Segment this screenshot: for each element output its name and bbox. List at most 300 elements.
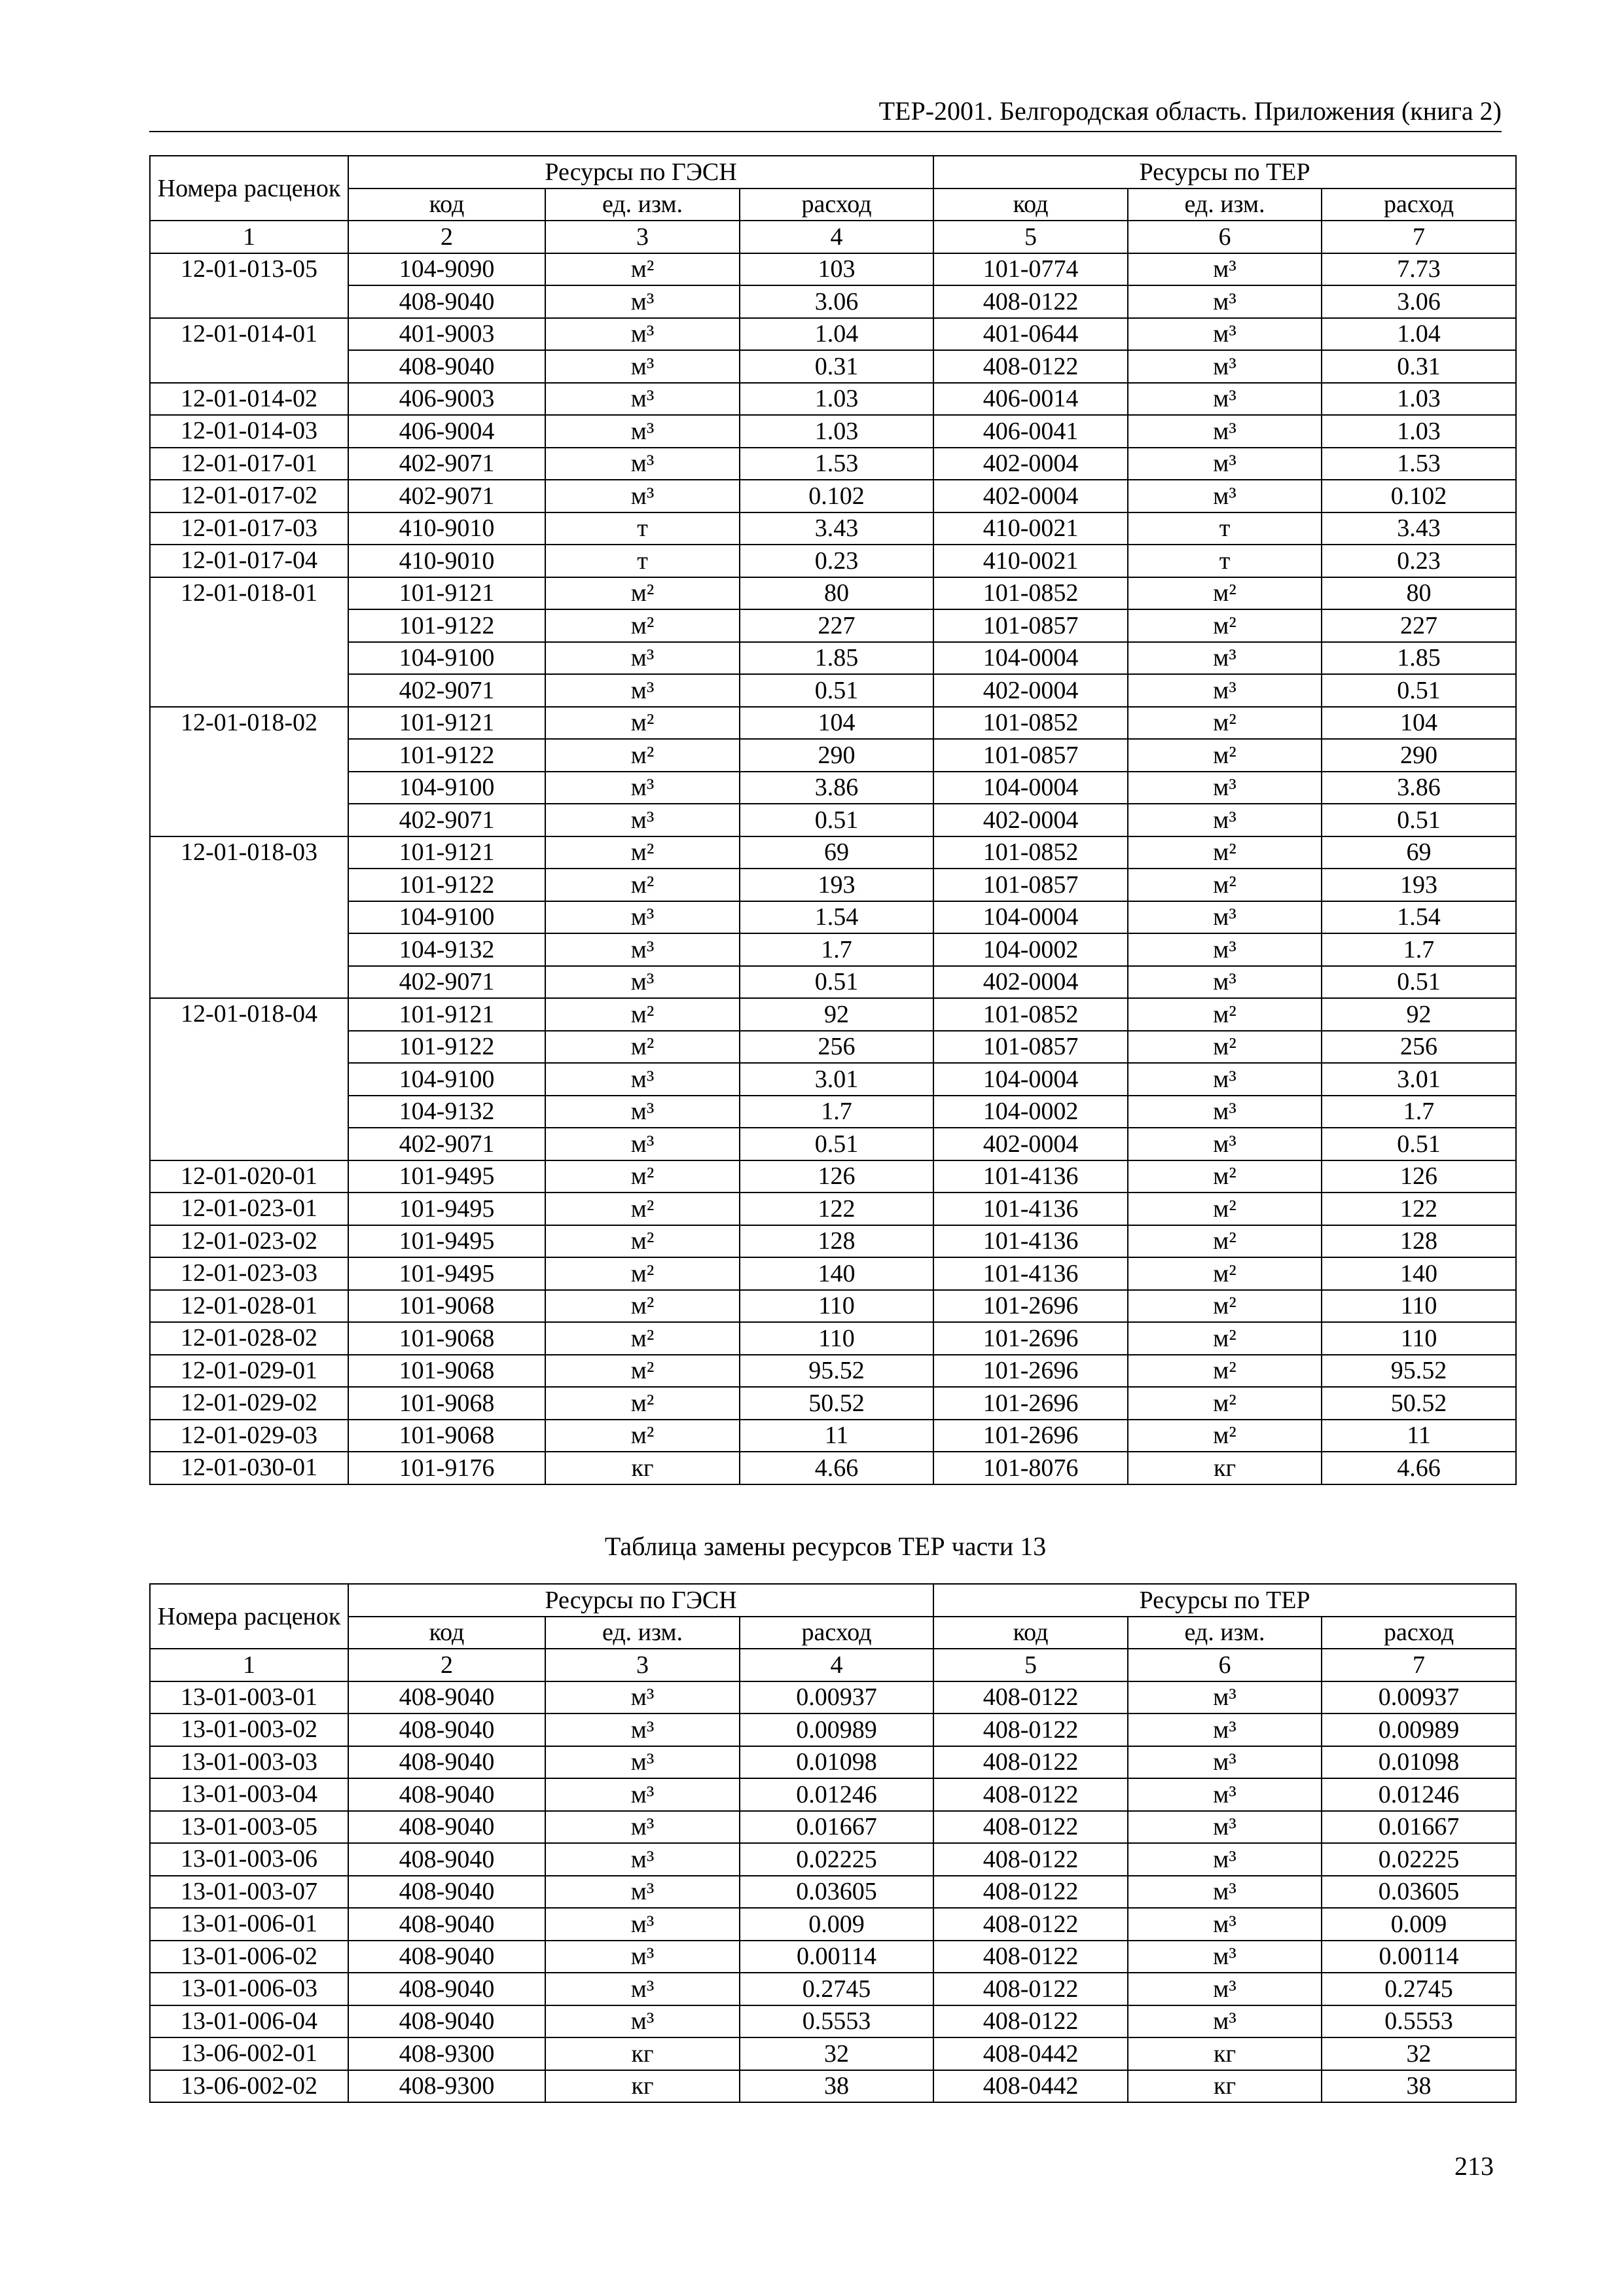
ter-amount-cell: 0.02225 xyxy=(1322,1843,1516,1876)
gesn-amount-cell: 0.51 xyxy=(740,966,933,999)
gesn-unit-cell: м² xyxy=(545,1160,740,1193)
gesn-unit-cell: м³ xyxy=(545,285,740,318)
ter-unit-cell: м³ xyxy=(1128,1941,1322,1973)
ter-code-cell: 410-0021 xyxy=(933,545,1128,577)
gesn-amount-cell: 104 xyxy=(740,707,933,740)
gesn-amount-cell: 0.51 xyxy=(740,1128,933,1160)
ter-unit-cell: м³ xyxy=(1128,674,1322,707)
table-row xyxy=(150,1973,1516,2005)
gesn-code-cell: 408-9300 xyxy=(348,2070,545,2103)
gesn-code-cell: 408-9040 xyxy=(348,1811,545,1844)
gesn-code-cell: 408-9040 xyxy=(348,1681,545,1714)
gesn-amount-cell: 0.01667 xyxy=(740,1811,933,1844)
ter-unit-cell: м³ xyxy=(1128,1063,1322,1096)
ter-code-cell: 104-0004 xyxy=(933,901,1128,934)
ter-code-cell: 101-0852 xyxy=(933,577,1128,610)
gesn-unit-cell: кг xyxy=(545,2070,740,2103)
rate-number-cell: 12-01-029-01 xyxy=(150,1355,348,1388)
ter-unit-cell: м² xyxy=(1128,869,1322,901)
ter-amount-cell: 32 xyxy=(1322,2037,1516,2070)
gesn-amount-cell: 0.02225 xyxy=(740,1843,933,1876)
gesn-amount-cell: 3.43 xyxy=(740,512,933,545)
gesn-code-cell: 402-9071 xyxy=(348,966,545,999)
table-row xyxy=(150,1713,1516,1746)
gesn-code-cell: 101-9176 xyxy=(348,1452,545,1484)
rate-number-cell: 13-01-003-04 xyxy=(150,1778,348,1811)
ter-unit-cell: м² xyxy=(1128,998,1322,1031)
col-number: 4 xyxy=(740,221,933,253)
ter-amount-cell: 0.102 xyxy=(1322,480,1516,512)
gesn-code-cell: 101-9121 xyxy=(348,836,545,869)
ter-code-cell: 410-0021 xyxy=(933,512,1128,545)
ter-unit-cell: м³ xyxy=(1128,1128,1322,1160)
gesn-amount-cell: 110 xyxy=(740,1322,933,1355)
gesn-code-cell: 408-9040 xyxy=(348,1973,545,2005)
gesn-amount-cell: 11 xyxy=(740,1420,933,1452)
gesn-code-cell: 408-9040 xyxy=(348,1908,545,1941)
gesn-code-cell: 101-9068 xyxy=(348,1290,545,1323)
table-row xyxy=(150,577,1516,610)
ter-code-cell: 408-0122 xyxy=(933,1876,1128,1909)
ter-amount-cell: 92 xyxy=(1322,998,1516,1031)
gesn-code-cell: 104-9132 xyxy=(348,1096,545,1128)
ter-code-cell: 402-0004 xyxy=(933,448,1128,480)
table-row xyxy=(150,383,1516,416)
ter-unit-cell: м² xyxy=(1128,836,1322,869)
ter-unit-cell: м² xyxy=(1128,1193,1322,1225)
gesn-unit-cell: м³ xyxy=(545,1778,740,1811)
ter-amount-cell: 128 xyxy=(1322,1225,1516,1258)
gesn-code-cell: 101-9495 xyxy=(348,1193,545,1225)
ter-code-cell: 406-0041 xyxy=(933,415,1128,448)
table-row xyxy=(150,1746,1516,1779)
table-row xyxy=(150,1193,1516,1225)
table-row xyxy=(150,1225,1516,1258)
table-row xyxy=(150,1031,1516,1064)
table-row xyxy=(150,1843,1516,1876)
gesn-code-cell: 408-9040 xyxy=(348,1713,545,1746)
rate-number-cell: 12-01-013-05 xyxy=(150,253,348,318)
gesn-amount-cell: 0.00937 xyxy=(740,1681,933,1714)
ter-amount-cell: 290 xyxy=(1322,739,1516,772)
gesn-unit-cell: м² xyxy=(545,1290,740,1323)
gesn-code-cell: 104-9100 xyxy=(348,901,545,934)
header-ter-unit: ед. изм. xyxy=(1128,188,1322,221)
ter-code-cell: 104-0004 xyxy=(933,772,1128,804)
ter-amount-cell: 11 xyxy=(1322,1420,1516,1452)
ter-unit-cell: м³ xyxy=(1128,1973,1322,2005)
table-row xyxy=(150,707,1516,740)
gesn-unit-cell: т xyxy=(545,545,740,577)
gesn-amount-cell: 95.52 xyxy=(740,1355,933,1388)
gesn-code-cell: 104-9132 xyxy=(348,933,545,966)
gesn-amount-cell: 0.51 xyxy=(740,804,933,836)
ter-amount-cell: 193 xyxy=(1322,869,1516,901)
ter-code-cell: 101-2696 xyxy=(933,1322,1128,1355)
ter-code-cell: 402-0004 xyxy=(933,480,1128,512)
ter-code-cell: 402-0004 xyxy=(933,674,1128,707)
table-row xyxy=(150,739,1516,772)
rate-number-cell: 13-01-003-02 xyxy=(150,1713,348,1746)
gesn-amount-cell: 128 xyxy=(740,1225,933,1258)
rate-number-cell: 13-01-006-04 xyxy=(150,2005,348,2038)
gesn-unit-cell: м² xyxy=(545,1225,740,1258)
gesn-amount-cell: 140 xyxy=(740,1257,933,1290)
ter-unit-cell: м³ xyxy=(1128,1746,1322,1779)
gesn-unit-cell: м² xyxy=(545,836,740,869)
ter-amount-cell: 0.01098 xyxy=(1322,1746,1516,1779)
col-number: 7 xyxy=(1322,1649,1516,1681)
gesn-code-cell: 104-9100 xyxy=(348,772,545,804)
gesn-amount-cell: 1.7 xyxy=(740,933,933,966)
ter-unit-cell: м² xyxy=(1128,1420,1322,1452)
gesn-amount-cell: 1.54 xyxy=(740,901,933,934)
gesn-code-cell: 101-9122 xyxy=(348,609,545,642)
gesn-unit-cell: т xyxy=(545,512,740,545)
ter-code-cell: 408-0122 xyxy=(933,1811,1128,1844)
header-gesn-unit: ед. изм. xyxy=(545,188,740,221)
ter-amount-cell: 0.009 xyxy=(1322,1908,1516,1941)
ter-unit-cell: м³ xyxy=(1128,1908,1322,1941)
ter-unit-cell: м³ xyxy=(1128,804,1322,836)
rate-number-cell: 12-01-029-02 xyxy=(150,1387,348,1420)
gesn-amount-cell: 122 xyxy=(740,1193,933,1225)
gesn-code-cell: 408-9040 xyxy=(348,1843,545,1876)
ter-amount-cell: 3.43 xyxy=(1322,512,1516,545)
ter-unit-cell: м² xyxy=(1128,1160,1322,1193)
ter-amount-cell: 3.06 xyxy=(1322,285,1516,318)
ter-code-cell: 408-0122 xyxy=(933,1746,1128,1779)
ter-code-cell: 101-0857 xyxy=(933,739,1128,772)
ter-amount-cell: 0.03605 xyxy=(1322,1876,1516,1909)
ter-amount-cell: 0.00989 xyxy=(1322,1713,1516,1746)
rate-number-cell: 12-01-014-02 xyxy=(150,383,348,416)
gesn-unit-cell: м² xyxy=(545,869,740,901)
gesn-unit-cell: м² xyxy=(545,1420,740,1452)
gesn-amount-cell: 0.2745 xyxy=(740,1973,933,2005)
gesn-unit-cell: м² xyxy=(545,1257,740,1290)
ter-unit-cell: м³ xyxy=(1128,1096,1322,1128)
gesn-unit-cell: м² xyxy=(545,1355,740,1388)
gesn-code-cell: 104-9090 xyxy=(348,253,545,286)
gesn-amount-cell: 32 xyxy=(740,2037,933,2070)
gesn-amount-cell: 0.5553 xyxy=(740,2005,933,2038)
gesn-unit-cell: м³ xyxy=(545,933,740,966)
table-row xyxy=(150,2005,1516,2038)
ter-unit-cell: кг xyxy=(1128,1452,1322,1484)
rate-number-cell: 13-06-002-02 xyxy=(150,2070,348,2103)
ter-amount-cell: 0.00114 xyxy=(1322,1941,1516,1973)
gesn-code-cell: 408-9040 xyxy=(348,1778,545,1811)
table-row xyxy=(150,1322,1516,1355)
ter-unit-cell: м³ xyxy=(1128,285,1322,318)
gesn-unit-cell: м³ xyxy=(545,966,740,999)
gesn-amount-cell: 1.04 xyxy=(740,318,933,351)
rate-number-cell: 13-01-006-03 xyxy=(150,1973,348,2005)
header-ter-unit: ед. изм. xyxy=(1128,1617,1322,1649)
table-row xyxy=(150,998,1516,1031)
table-row xyxy=(150,1257,1516,1290)
ter-code-cell: 402-0004 xyxy=(933,966,1128,999)
gesn-amount-cell: 0.31 xyxy=(740,350,933,383)
ter-amount-cell: 69 xyxy=(1322,836,1516,869)
rate-number-cell: 12-01-017-02 xyxy=(150,480,348,512)
table-row xyxy=(150,1096,1516,1128)
table-row xyxy=(150,1128,1516,1160)
ter-code-cell: 101-2696 xyxy=(933,1290,1128,1323)
ter-code-cell: 408-0122 xyxy=(933,1778,1128,1811)
table-row xyxy=(150,350,1516,383)
header-gesn-code: код xyxy=(348,188,545,221)
gesn-amount-cell: 1.7 xyxy=(740,1096,933,1128)
ter-amount-cell: 38 xyxy=(1322,2070,1516,2103)
header-gesn-code: код xyxy=(348,1617,545,1649)
rate-number-cell: 12-01-023-01 xyxy=(150,1193,348,1225)
rate-number-cell: 12-01-023-02 xyxy=(150,1225,348,1258)
gesn-unit-cell: м² xyxy=(545,1193,740,1225)
gesn-code-cell: 401-9003 xyxy=(348,318,545,351)
ter-amount-cell: 0.51 xyxy=(1322,1128,1516,1160)
ter-code-cell: 408-0122 xyxy=(933,2005,1128,2038)
gesn-code-cell: 104-9100 xyxy=(348,642,545,675)
gesn-code-cell: 406-9004 xyxy=(348,415,545,448)
table-row xyxy=(150,1778,1516,1811)
rate-number-cell: 13-01-003-01 xyxy=(150,1681,348,1714)
ter-code-cell: 104-0004 xyxy=(933,642,1128,675)
gesn-amount-cell: 126 xyxy=(740,1160,933,1193)
ter-amount-cell: 0.31 xyxy=(1322,350,1516,383)
column-number-row xyxy=(150,1649,1516,1681)
gesn-amount-cell: 92 xyxy=(740,998,933,1031)
gesn-amount-cell: 50.52 xyxy=(740,1387,933,1420)
gesn-amount-cell: 0.102 xyxy=(740,480,933,512)
gesn-code-cell: 101-9122 xyxy=(348,1031,545,1064)
resource-table-part-12 xyxy=(149,155,1517,1485)
ter-code-cell: 101-0852 xyxy=(933,998,1128,1031)
ter-unit-cell: м³ xyxy=(1128,1681,1322,1714)
table-row xyxy=(150,869,1516,901)
table-row xyxy=(150,1908,1516,1941)
rate-number-cell: 12-01-014-03 xyxy=(150,415,348,448)
header-numbers: Номера расценок xyxy=(150,156,348,221)
table-13-caption: Таблица замены ресурсов ТЕР части 13 xyxy=(604,1532,1047,1561)
rate-number-cell: 12-01-018-04 xyxy=(150,998,348,1160)
rate-number-cell: 12-01-030-01 xyxy=(150,1452,348,1484)
gesn-code-cell: 101-9122 xyxy=(348,869,545,901)
gesn-amount-cell: 227 xyxy=(740,609,933,642)
gesn-amount-cell: 1.53 xyxy=(740,448,933,480)
ter-code-cell: 408-0122 xyxy=(933,285,1128,318)
table-row xyxy=(150,772,1516,804)
gesn-unit-cell: м³ xyxy=(545,901,740,934)
rate-number-cell: 12-01-018-03 xyxy=(150,836,348,999)
ter-unit-cell: м² xyxy=(1128,1387,1322,1420)
gesn-unit-cell: м³ xyxy=(545,2005,740,2038)
table-row xyxy=(150,1876,1516,1909)
ter-amount-cell: 0.23 xyxy=(1322,545,1516,577)
table-row xyxy=(150,1355,1516,1388)
ter-code-cell: 408-0442 xyxy=(933,2037,1128,2070)
table-row xyxy=(150,448,1516,480)
ter-amount-cell: 256 xyxy=(1322,1031,1516,1064)
ter-unit-cell: м² xyxy=(1128,1322,1322,1355)
ter-code-cell: 101-0852 xyxy=(933,707,1128,740)
header-ter-group: Ресурсы по ТЕР xyxy=(933,1584,1516,1617)
ter-unit-cell: м³ xyxy=(1128,1713,1322,1746)
ter-amount-cell: 0.51 xyxy=(1322,966,1516,999)
gesn-unit-cell: м³ xyxy=(545,1681,740,1714)
table-row xyxy=(150,1290,1516,1323)
running-header: ТЕР-2001. Белгородская область. Приложения (книга 2) xyxy=(149,92,1502,132)
ter-amount-cell: 3.01 xyxy=(1322,1063,1516,1096)
rate-number-cell: 12-01-028-02 xyxy=(150,1322,348,1355)
col-number: 4 xyxy=(740,1649,933,1681)
ter-amount-cell: 0.5553 xyxy=(1322,2005,1516,2038)
ter-amount-cell: 4.66 xyxy=(1322,1452,1516,1484)
table-row xyxy=(150,253,1516,286)
table-row xyxy=(150,1681,1516,1714)
header-gesn-group: Ресурсы по ГЭСН xyxy=(348,1584,933,1617)
gesn-unit-cell: кг xyxy=(545,1452,740,1484)
table-row xyxy=(150,480,1516,512)
gesn-amount-cell: 3.06 xyxy=(740,285,933,318)
gesn-unit-cell: м² xyxy=(545,739,740,772)
ter-amount-cell: 1.03 xyxy=(1322,415,1516,448)
ter-unit-cell: м² xyxy=(1128,739,1322,772)
gesn-unit-cell: м³ xyxy=(545,1746,740,1779)
ter-unit-cell: м³ xyxy=(1128,415,1322,448)
ter-amount-cell: 1.04 xyxy=(1322,318,1516,351)
header-ter-amount: расход xyxy=(1322,188,1516,221)
ter-unit-cell: м² xyxy=(1128,707,1322,740)
rate-number-cell: 12-01-029-03 xyxy=(150,1420,348,1452)
gesn-amount-cell: 103 xyxy=(740,253,933,286)
rate-number-cell: 13-01-003-03 xyxy=(150,1746,348,1779)
gesn-unit-cell: м² xyxy=(545,998,740,1031)
ter-unit-cell: м³ xyxy=(1128,350,1322,383)
rate-number-cell: 13-01-003-05 xyxy=(150,1811,348,1844)
ter-unit-cell: т xyxy=(1128,545,1322,577)
rate-number-cell: 12-01-018-02 xyxy=(150,707,348,836)
ter-unit-cell: м² xyxy=(1128,609,1322,642)
ter-unit-cell: м³ xyxy=(1128,318,1322,351)
col-number: 3 xyxy=(545,221,740,253)
gesn-unit-cell: кг xyxy=(545,2037,740,2070)
gesn-amount-cell: 0.01246 xyxy=(740,1778,933,1811)
gesn-code-cell: 408-9040 xyxy=(348,1941,545,1973)
header-numbers: Номера расценок xyxy=(150,1584,348,1649)
table-13-body xyxy=(150,1681,1516,2103)
col-number: 3 xyxy=(545,1649,740,1681)
ter-amount-cell: 0.01246 xyxy=(1322,1778,1516,1811)
rate-number-cell: 12-01-028-01 xyxy=(150,1290,348,1323)
ter-amount-cell: 3.86 xyxy=(1322,772,1516,804)
gesn-amount-cell: 1.85 xyxy=(740,642,933,675)
header-ter-code: код xyxy=(933,1617,1128,1649)
ter-unit-cell: м² xyxy=(1128,1031,1322,1064)
rate-number-cell: 12-01-018-01 xyxy=(150,577,348,707)
ter-code-cell: 101-2696 xyxy=(933,1387,1128,1420)
ter-unit-cell: м³ xyxy=(1128,1843,1322,1876)
table-row xyxy=(150,1387,1516,1420)
ter-amount-cell: 1.7 xyxy=(1322,1096,1516,1128)
ter-amount-cell: 1.03 xyxy=(1322,383,1516,416)
gesn-unit-cell: м² xyxy=(545,253,740,286)
col-number: 7 xyxy=(1322,221,1516,253)
ter-unit-cell: м³ xyxy=(1128,1876,1322,1909)
header-ter-group: Ресурсы по ТЕР xyxy=(933,156,1516,188)
col-number: 2 xyxy=(348,221,545,253)
gesn-unit-cell: м³ xyxy=(545,804,740,836)
gesn-unit-cell: м³ xyxy=(545,480,740,512)
gesn-unit-cell: м³ xyxy=(545,383,740,416)
rate-number-cell: 12-01-017-03 xyxy=(150,512,348,545)
ter-unit-cell: кг xyxy=(1128,2070,1322,2103)
gesn-unit-cell: м³ xyxy=(545,1713,740,1746)
ter-code-cell: 408-0122 xyxy=(933,350,1128,383)
rate-number-cell: 13-01-003-06 xyxy=(150,1843,348,1876)
ter-code-cell: 402-0004 xyxy=(933,804,1128,836)
ter-code-cell: 104-0002 xyxy=(933,1096,1128,1128)
gesn-unit-cell: м³ xyxy=(545,1941,740,1973)
ter-amount-cell: 104 xyxy=(1322,707,1516,740)
table-row xyxy=(150,1063,1516,1096)
rate-number-cell: 12-01-014-01 xyxy=(150,318,348,383)
ter-unit-cell: т xyxy=(1128,512,1322,545)
gesn-unit-cell: м³ xyxy=(545,448,740,480)
ter-code-cell: 101-4136 xyxy=(933,1160,1128,1193)
table-row xyxy=(150,609,1516,642)
ter-code-cell: 401-0644 xyxy=(933,318,1128,351)
table-row xyxy=(150,836,1516,869)
ter-code-cell: 101-0774 xyxy=(933,253,1128,286)
gesn-code-cell: 101-9121 xyxy=(348,707,545,740)
table-row xyxy=(150,285,1516,318)
ter-unit-cell: м³ xyxy=(1128,253,1322,286)
gesn-amount-cell: 1.03 xyxy=(740,383,933,416)
gesn-code-cell: 408-9300 xyxy=(348,2037,545,2070)
ter-amount-cell: 122 xyxy=(1322,1193,1516,1225)
header-gesn-amount: расход xyxy=(740,188,933,221)
ter-code-cell: 408-0122 xyxy=(933,1681,1128,1714)
gesn-unit-cell: м³ xyxy=(545,674,740,707)
gesn-amount-cell: 1.03 xyxy=(740,415,933,448)
ter-amount-cell: 0.51 xyxy=(1322,804,1516,836)
ter-amount-cell: 0.01667 xyxy=(1322,1811,1516,1844)
ter-unit-cell: м³ xyxy=(1128,1778,1322,1811)
col-number: 5 xyxy=(933,1649,1128,1681)
table-row xyxy=(150,642,1516,675)
rate-number-cell: 13-01-006-01 xyxy=(150,1908,348,1941)
gesn-code-cell: 101-9495 xyxy=(348,1257,545,1290)
ter-code-cell: 101-0852 xyxy=(933,836,1128,869)
rate-number-cell: 12-01-023-03 xyxy=(150,1257,348,1290)
gesn-code-cell: 101-9068 xyxy=(348,1387,545,1420)
ter-amount-cell: 110 xyxy=(1322,1290,1516,1323)
gesn-code-cell: 101-9121 xyxy=(348,998,545,1031)
ter-amount-cell: 80 xyxy=(1322,577,1516,610)
ter-code-cell: 104-0004 xyxy=(933,1063,1128,1096)
ter-unit-cell: м³ xyxy=(1128,480,1322,512)
gesn-code-cell: 402-9071 xyxy=(348,804,545,836)
header-ter-amount: расход xyxy=(1322,1617,1516,1649)
gesn-amount-cell: 38 xyxy=(740,2070,933,2103)
col-number: 6 xyxy=(1128,221,1322,253)
ter-code-cell: 408-0122 xyxy=(933,1713,1128,1746)
gesn-unit-cell: м² xyxy=(545,1387,740,1420)
ter-unit-cell: м² xyxy=(1128,1257,1322,1290)
gesn-unit-cell: м³ xyxy=(545,642,740,675)
